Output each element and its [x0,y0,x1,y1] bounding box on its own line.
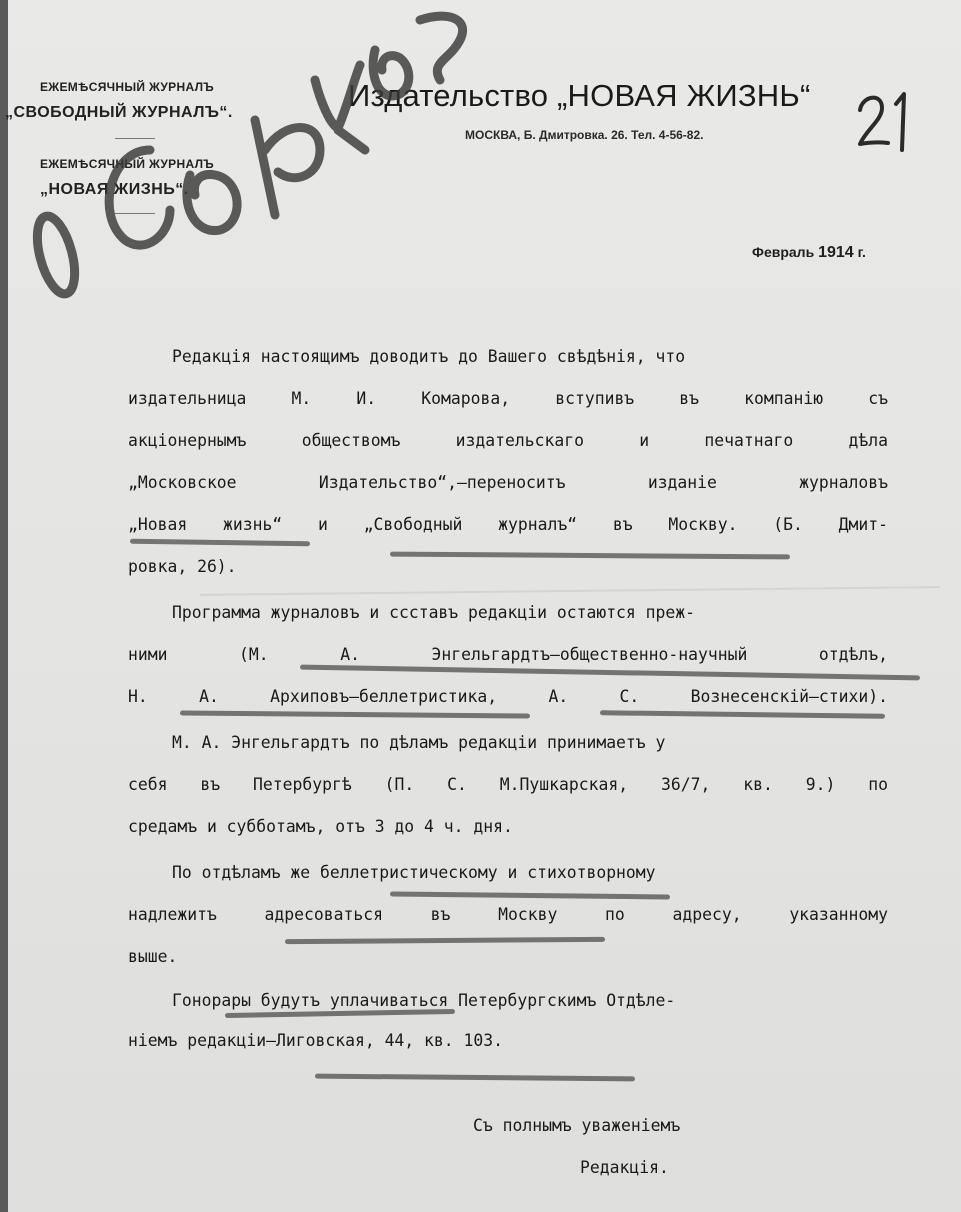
body-line-9: Н. А. Архиповъ—беллетристика, А. С. Вознесенскій—стихи). [128,687,888,706]
scan-edge [0,0,8,1212]
paper-fold [200,586,940,596]
pencil-underline [390,892,670,900]
publisher-address: МОСКВА, Б. Дмитровка. 26. Тел. 4-56-82. [465,128,704,142]
pencil-underline [315,1074,635,1082]
date-suffix: г. [857,244,866,260]
body-line-14: надлежитъ адресоваться въ Москву по адресу, указанному [128,905,888,924]
body-line-17: ніемъ редакціи—Лиговская, 44, кв. 103. [128,1031,503,1050]
closing-regards: Съ полнымъ уваженіемъ [473,1116,681,1135]
date-month: Февраль [752,244,815,260]
pencil-underline [180,710,530,718]
body-line-5: „Новая жизнь“ и „Свободный журналъ“ въ Москву. (Б. Дмит- [128,515,888,534]
body-line-3: акціонернымъ обществомъ издательскаго и печатнаго дѣла [128,431,888,450]
journal2-caption: ЕЖЕМѢСЯЧНЫЙ ЖУРНАЛЪ [40,157,215,171]
handwritten-page-number [852,86,912,156]
body-line-2: издательница М. И. Комарова, вступивъ въ компанію съ [128,389,888,408]
body-line-6: ровка, 26). [128,557,237,576]
publisher-name: Издательство „НОВАЯ ЖИЗНЬ“ [348,78,811,113]
journal1-caption: ЕЖЕМѢСЯЧНЫЙ ЖУРНАЛЪ [40,80,215,94]
body-line-12: средамъ и субботамъ, отъ 3 до 4 ч. дня. [128,817,513,836]
handwritten-note [20,0,490,300]
body-line-16: Гонорары будутъ уплачиваться Петербургскимъ Отдѣле- [172,991,676,1010]
pencil-underline [600,710,885,718]
pencil-underline [130,539,310,547]
body-line-1: Редакція настоящимъ доводитъ до Вашего свѣдѣнія, что [172,347,686,366]
body-line-4: „Московское Издательство“,—переноситъ изданіе журналовъ [128,473,888,492]
date-year: 1914 [818,244,854,261]
pencil-underline [285,937,605,944]
body-line-11: себя въ Петербургѣ (П. С. М.Пушкарская, 36/7, кв. 9.) по [128,775,888,794]
body-line-8: ними (М. А. Энгельгардтъ—общественно-научный отдѣлъ, [128,645,888,664]
body-line-7: Программа журналовъ и ссставъ редакціи остаются преж- [172,603,696,622]
body-line-15: выше. [128,947,178,966]
body-line-10: М. А. Энгельгардтъ по дѣламъ редакціи принимаетъ у [172,733,666,752]
pencil-underline [300,665,920,681]
journal1-title: „СВОБОДНЫЙ ЖУРНАЛЪ“. [5,104,233,121]
journal2-title: „НОВАЯ ЖИЗНЬ“. [40,181,189,198]
closing-signature: Редакція. [580,1158,669,1177]
pencil-underline [390,552,790,560]
letter-date [752,244,866,262]
body-line-13: По отдѣламъ же беллетристическому и стихотворному [172,863,656,882]
